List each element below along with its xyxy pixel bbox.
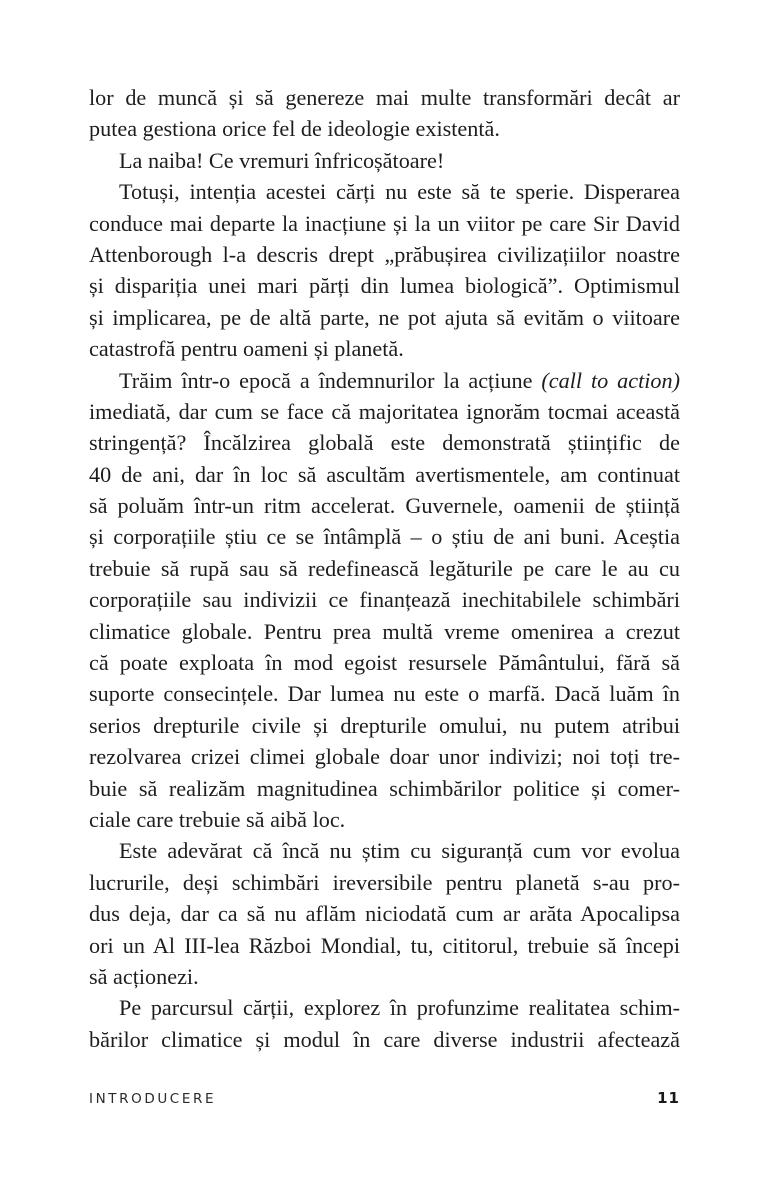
text-line — [89, 427, 680, 458]
text-line — [89, 113, 680, 144]
text-line — [89, 459, 680, 490]
text-line-content: Pe parcursul cărții, explorez în profunzime realitatea schim- — [119, 995, 680, 1021]
text-line — [89, 804, 680, 835]
text-line — [89, 365, 680, 396]
text-line — [89, 302, 680, 333]
text-line — [89, 553, 680, 584]
body-text — [89, 82, 680, 1055]
running-head: INTRODUCERE — [89, 1091, 217, 1107]
text-line — [89, 835, 680, 866]
text-line — [89, 176, 680, 207]
text-line — [89, 930, 680, 961]
text-line-content: ciale care trebuie să aibă loc. — [89, 806, 346, 832]
text-line-content: să acționezi. — [89, 963, 199, 989]
text-line-content: catastrofă pentru oameni și planetă. — [89, 336, 404, 362]
text-line-content: suporte consecințele. Dar lumea nu este o marfă. Dacă luăm în — [89, 681, 680, 707]
text-line-content: să poluăm într-un ritm accelerat. Guvernele, oamenii de știință — [89, 493, 680, 519]
text-line — [89, 741, 680, 772]
text-line-content: Attenborough l-a descris drept „prăbușirea civilizațiilor noastre — [89, 241, 680, 267]
text-line — [89, 961, 680, 992]
text-line — [89, 616, 680, 647]
text-line-content: Totuși, intenția acestei cărți nu este să te sperie. Disperarea — [119, 179, 680, 205]
text-line-content: bărilor climatice și modul în care diverse industrii afectează — [89, 1026, 680, 1052]
text-line-content: Este adevărat că încă nu știm cu siguranță cum vor evolua — [119, 838, 680, 864]
text-line-content: lor de muncă și să genereze mai multe transformări decât ar — [89, 85, 680, 110]
page-footer — [89, 1089, 680, 1111]
text-line — [89, 710, 680, 741]
text-line-content: ori un Al III-lea Război Mondial, tu, cititorul, trebuie să începi — [89, 932, 680, 958]
text-line — [89, 678, 680, 709]
text-line-content: rezolvarea crizei climei globale doar unor indivizi; noi toți tre- — [89, 744, 680, 770]
text-line — [89, 773, 680, 804]
text-line-content: și dispariția unei mari părți din lumea biologică”. Optimismul — [89, 273, 680, 299]
text-line — [89, 145, 680, 176]
text-line-content: climatice globale. Pentru prea multă vreme omenirea a crezut — [89, 618, 680, 644]
text-line-content: 40 de ani, dar în loc să ascultăm avertismentele, am continuat — [89, 461, 680, 487]
text-line-content: conduce mai departe la inacțiune și la un viitor pe care Sir David — [89, 210, 680, 236]
text-line — [89, 867, 680, 898]
text-line — [89, 584, 680, 615]
text-line — [89, 992, 680, 1023]
text-line-content: imediată, dar cum se face că majoritatea ignorăm tocmai această — [89, 398, 680, 424]
text-line-content: dus deja, dar ca să nu aflăm niciodată cum ar arăta Apocalipsa — [89, 901, 680, 927]
text-line-content: și implicarea, pe de altă parte, ne pot ajuta să evităm o viitoare — [89, 304, 680, 330]
text-line — [89, 270, 680, 301]
text-line — [89, 396, 680, 427]
text-line — [89, 208, 680, 239]
text-line-content: că poate exploata în mod egoist resursele Pământului, fără să — [89, 650, 680, 676]
text-line — [89, 521, 680, 552]
text-line — [89, 333, 680, 364]
text-line-content: serios drepturile civile și drepturile omului, nu putem atribui — [89, 712, 680, 738]
text-line-content: putea gestiona orice fel de ideologie existentă. — [89, 116, 500, 142]
text-line-content: corporațiile sau indivizii ce finanțează inechitabilele schimbări — [89, 587, 680, 613]
text-line — [89, 82, 680, 113]
text-line-content: buie să realizăm magnitudinea schimbărilor politice și comer- — [89, 775, 680, 801]
text-line-content: La naiba! Ce vremuri înfricoșătoare! — [119, 147, 445, 173]
text-line — [89, 898, 680, 929]
text-line — [89, 647, 680, 678]
page-number: 11 — [657, 1089, 680, 1107]
text-line — [89, 490, 680, 521]
text-line — [89, 239, 680, 270]
italic-phrase: (call to action) — [541, 367, 681, 393]
text-line-content: și corporațiile știu ce se întâmplă – o știu de ani buni. Aceștia — [89, 524, 680, 550]
text-line-content: stringență? Încălzirea globală este demonstrată științific de — [89, 430, 680, 456]
text-line-content: lucrurile, deși schimbări ireversibile pentru planetă s-au pro- — [89, 869, 680, 895]
text-line-content: trebuie să rupă sau să redefinească legăturile pe care le au cu — [89, 555, 680, 581]
text-line-content: Trăim într-o epocă a îndemnurilor la acțiune — [119, 367, 542, 393]
text-line — [89, 1024, 680, 1055]
